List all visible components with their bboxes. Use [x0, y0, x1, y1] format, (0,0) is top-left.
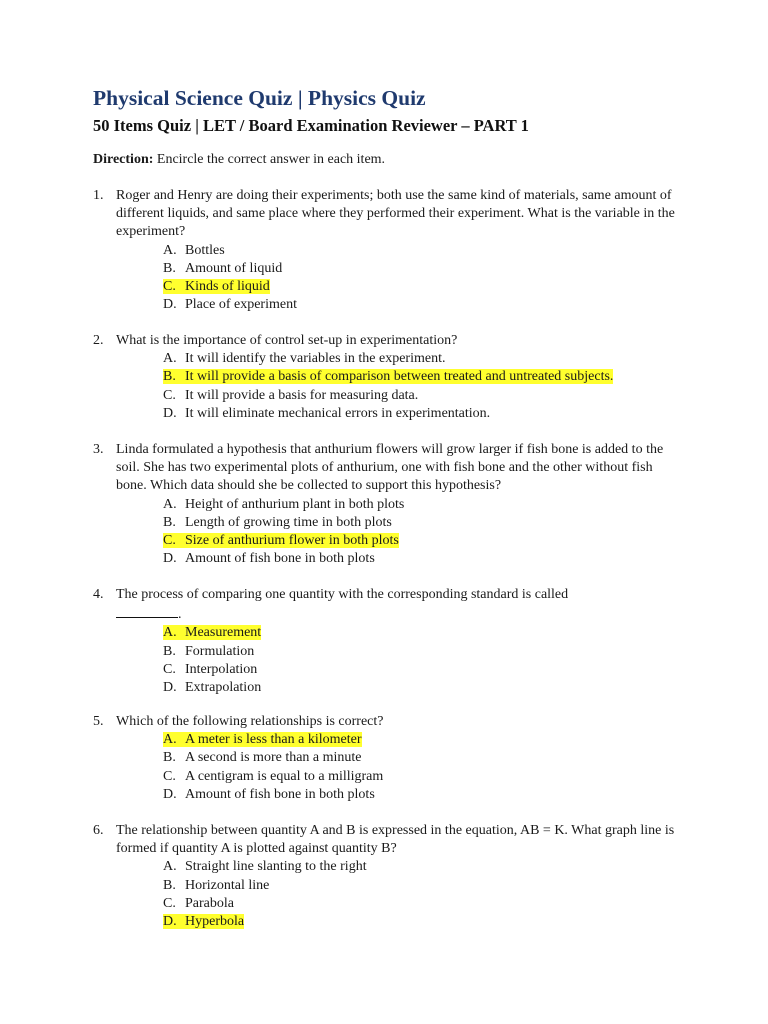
options-list [93, 242, 683, 315]
question-number: 1. [93, 188, 104, 203]
option-text: Height of anthurium plant in both plots [185, 496, 405, 512]
option-letter: A. [163, 351, 177, 367]
option-a[interactable] [163, 731, 683, 749]
option-letter: C. [163, 279, 176, 295]
options-list [93, 350, 683, 423]
option-b[interactable] [163, 260, 683, 278]
option-letter: B. [163, 369, 176, 385]
question-text [116, 586, 683, 624]
question-number: 6. [93, 823, 104, 838]
option-letter: B. [163, 643, 176, 659]
question-5 [93, 713, 683, 804]
question-trailing: . [178, 607, 182, 623]
option-a[interactable] [163, 496, 683, 514]
option-d[interactable] [163, 913, 683, 931]
option-text: A meter is less than a kilometer [185, 732, 362, 748]
option-text: Horizontal line [185, 877, 270, 893]
option-b[interactable] [163, 368, 683, 386]
option-letter: C. [163, 387, 176, 403]
direction [93, 152, 385, 168]
option-text: Straight line slanting to the right [185, 859, 367, 875]
option-letter: D. [163, 551, 177, 567]
question-stem [93, 441, 683, 496]
option-b[interactable] [163, 877, 683, 895]
option-text: Amount of fish bone in both plots [185, 786, 375, 802]
option-a[interactable] [163, 242, 683, 260]
option-text: Interpolation [185, 661, 258, 677]
option-text: Length of growing time in both plots [185, 514, 392, 530]
question-number: 4. [93, 587, 104, 602]
option-letter: B. [163, 260, 176, 276]
question-text: Which of the following relationships is correct? [116, 714, 384, 729]
page-title: Physical Science Quiz | Physics Quiz [93, 86, 426, 110]
page-subtitle: 50 Items Quiz | LET / Board Examination Reviewer – PART 1 [93, 116, 529, 135]
option-a[interactable] [163, 858, 683, 876]
option-letter: B. [163, 514, 176, 530]
option-text: Amount of fish bone in both plots [185, 551, 375, 567]
option-c[interactable] [163, 661, 683, 679]
option-letter: D. [163, 786, 177, 802]
option-text: Measurement [185, 625, 262, 641]
option-d[interactable] [163, 296, 683, 314]
question-number: 2. [93, 333, 104, 348]
option-text: It will provide a basis for measuring data. [185, 387, 419, 403]
options-list [93, 731, 683, 804]
option-c[interactable] [163, 895, 683, 913]
option-d[interactable] [163, 550, 683, 568]
option-letter: C. [163, 768, 176, 784]
option-letter: C. [163, 661, 176, 677]
option-letter: C. [163, 533, 176, 549]
option-letter: A. [163, 732, 177, 748]
option-text: Hyperbola [185, 914, 245, 930]
option-text: It will identify the variables in the experiment. [185, 351, 446, 367]
option-letter: D. [163, 297, 177, 313]
question-text: What is the importance of control set-up in experimentation? [116, 333, 458, 348]
option-text: It will eliminate mechanical errors in experimentation. [185, 405, 491, 421]
question-stem [93, 713, 683, 731]
option-text: A centigram is equal to a milligram [185, 768, 384, 784]
question-stem [93, 187, 683, 242]
option-text: Formulation [185, 643, 255, 659]
option-b[interactable] [163, 514, 683, 532]
option-letter: A. [163, 625, 177, 641]
question-3 [93, 441, 683, 568]
option-letter: C. [163, 895, 176, 911]
option-text: Extrapolation [185, 680, 262, 696]
question-stem [93, 822, 683, 858]
option-c[interactable] [163, 532, 683, 550]
option-text: Kinds of liquid [185, 279, 270, 295]
option-b[interactable] [163, 643, 683, 661]
option-letter: A. [163, 496, 177, 512]
option-text: Amount of liquid [185, 260, 283, 276]
option-d[interactable] [163, 786, 683, 804]
direction-text: Encircle the correct answer in each item. [153, 152, 386, 167]
question-text: Linda formulated a hypothesis that anthurium flowers will grow larger if fish bone is added to the soil. She has two experimental plots of anthurium, one with fish bone and the other without fish bone. Which data should she be collected to support this hypothesis? [116, 442, 664, 494]
options-list [93, 858, 683, 931]
question-4 [93, 586, 683, 697]
option-text: A second is more than a minute [185, 750, 362, 766]
option-d[interactable] [163, 405, 683, 423]
option-text: Bottles [185, 242, 225, 258]
direction-label: Direction: [93, 152, 154, 167]
question-number: 5. [93, 714, 104, 729]
option-c[interactable] [163, 768, 683, 786]
option-b[interactable] [163, 749, 683, 767]
option-letter: D. [163, 405, 177, 421]
option-text: It will provide a basis of comparison between treated and untreated subjects. [185, 369, 614, 385]
option-letter: B. [163, 750, 176, 766]
option-text: Size of anthurium flower in both plots [185, 533, 399, 549]
question-text-body: The process of comparing one quantity with the corresponding standard is called [116, 587, 569, 602]
question-1 [93, 187, 683, 314]
answer-blank [116, 604, 178, 618]
question-stem [93, 332, 683, 350]
option-text: Place of experiment [185, 297, 297, 313]
options-list [93, 496, 683, 569]
question-stem [93, 586, 683, 624]
question-text: The relationship between quantity A and B is expressed in the equation, AB = K. What graph line is formed if quantity A is plotted against quantity B? [116, 823, 675, 857]
options-list [93, 624, 683, 697]
option-letter: A. [163, 242, 177, 258]
option-c[interactable] [163, 278, 683, 296]
question-number: 3. [93, 442, 104, 457]
option-letter: B. [163, 877, 176, 893]
question-text: Roger and Henry are doing their experiments; both use the same kind of materials, same amount of different liquids, and same place where they performed their experiment. What is the variable in the experiment? [116, 188, 675, 240]
option-a[interactable] [163, 350, 683, 368]
option-text: Parabola [185, 895, 234, 911]
option-letter: D. [163, 914, 177, 930]
question-6 [93, 822, 683, 931]
option-a[interactable] [163, 624, 683, 642]
option-letter: A. [163, 859, 177, 875]
option-c[interactable] [163, 387, 683, 405]
question-2 [93, 332, 683, 423]
option-letter: D. [163, 680, 177, 696]
option-d[interactable] [163, 679, 683, 697]
